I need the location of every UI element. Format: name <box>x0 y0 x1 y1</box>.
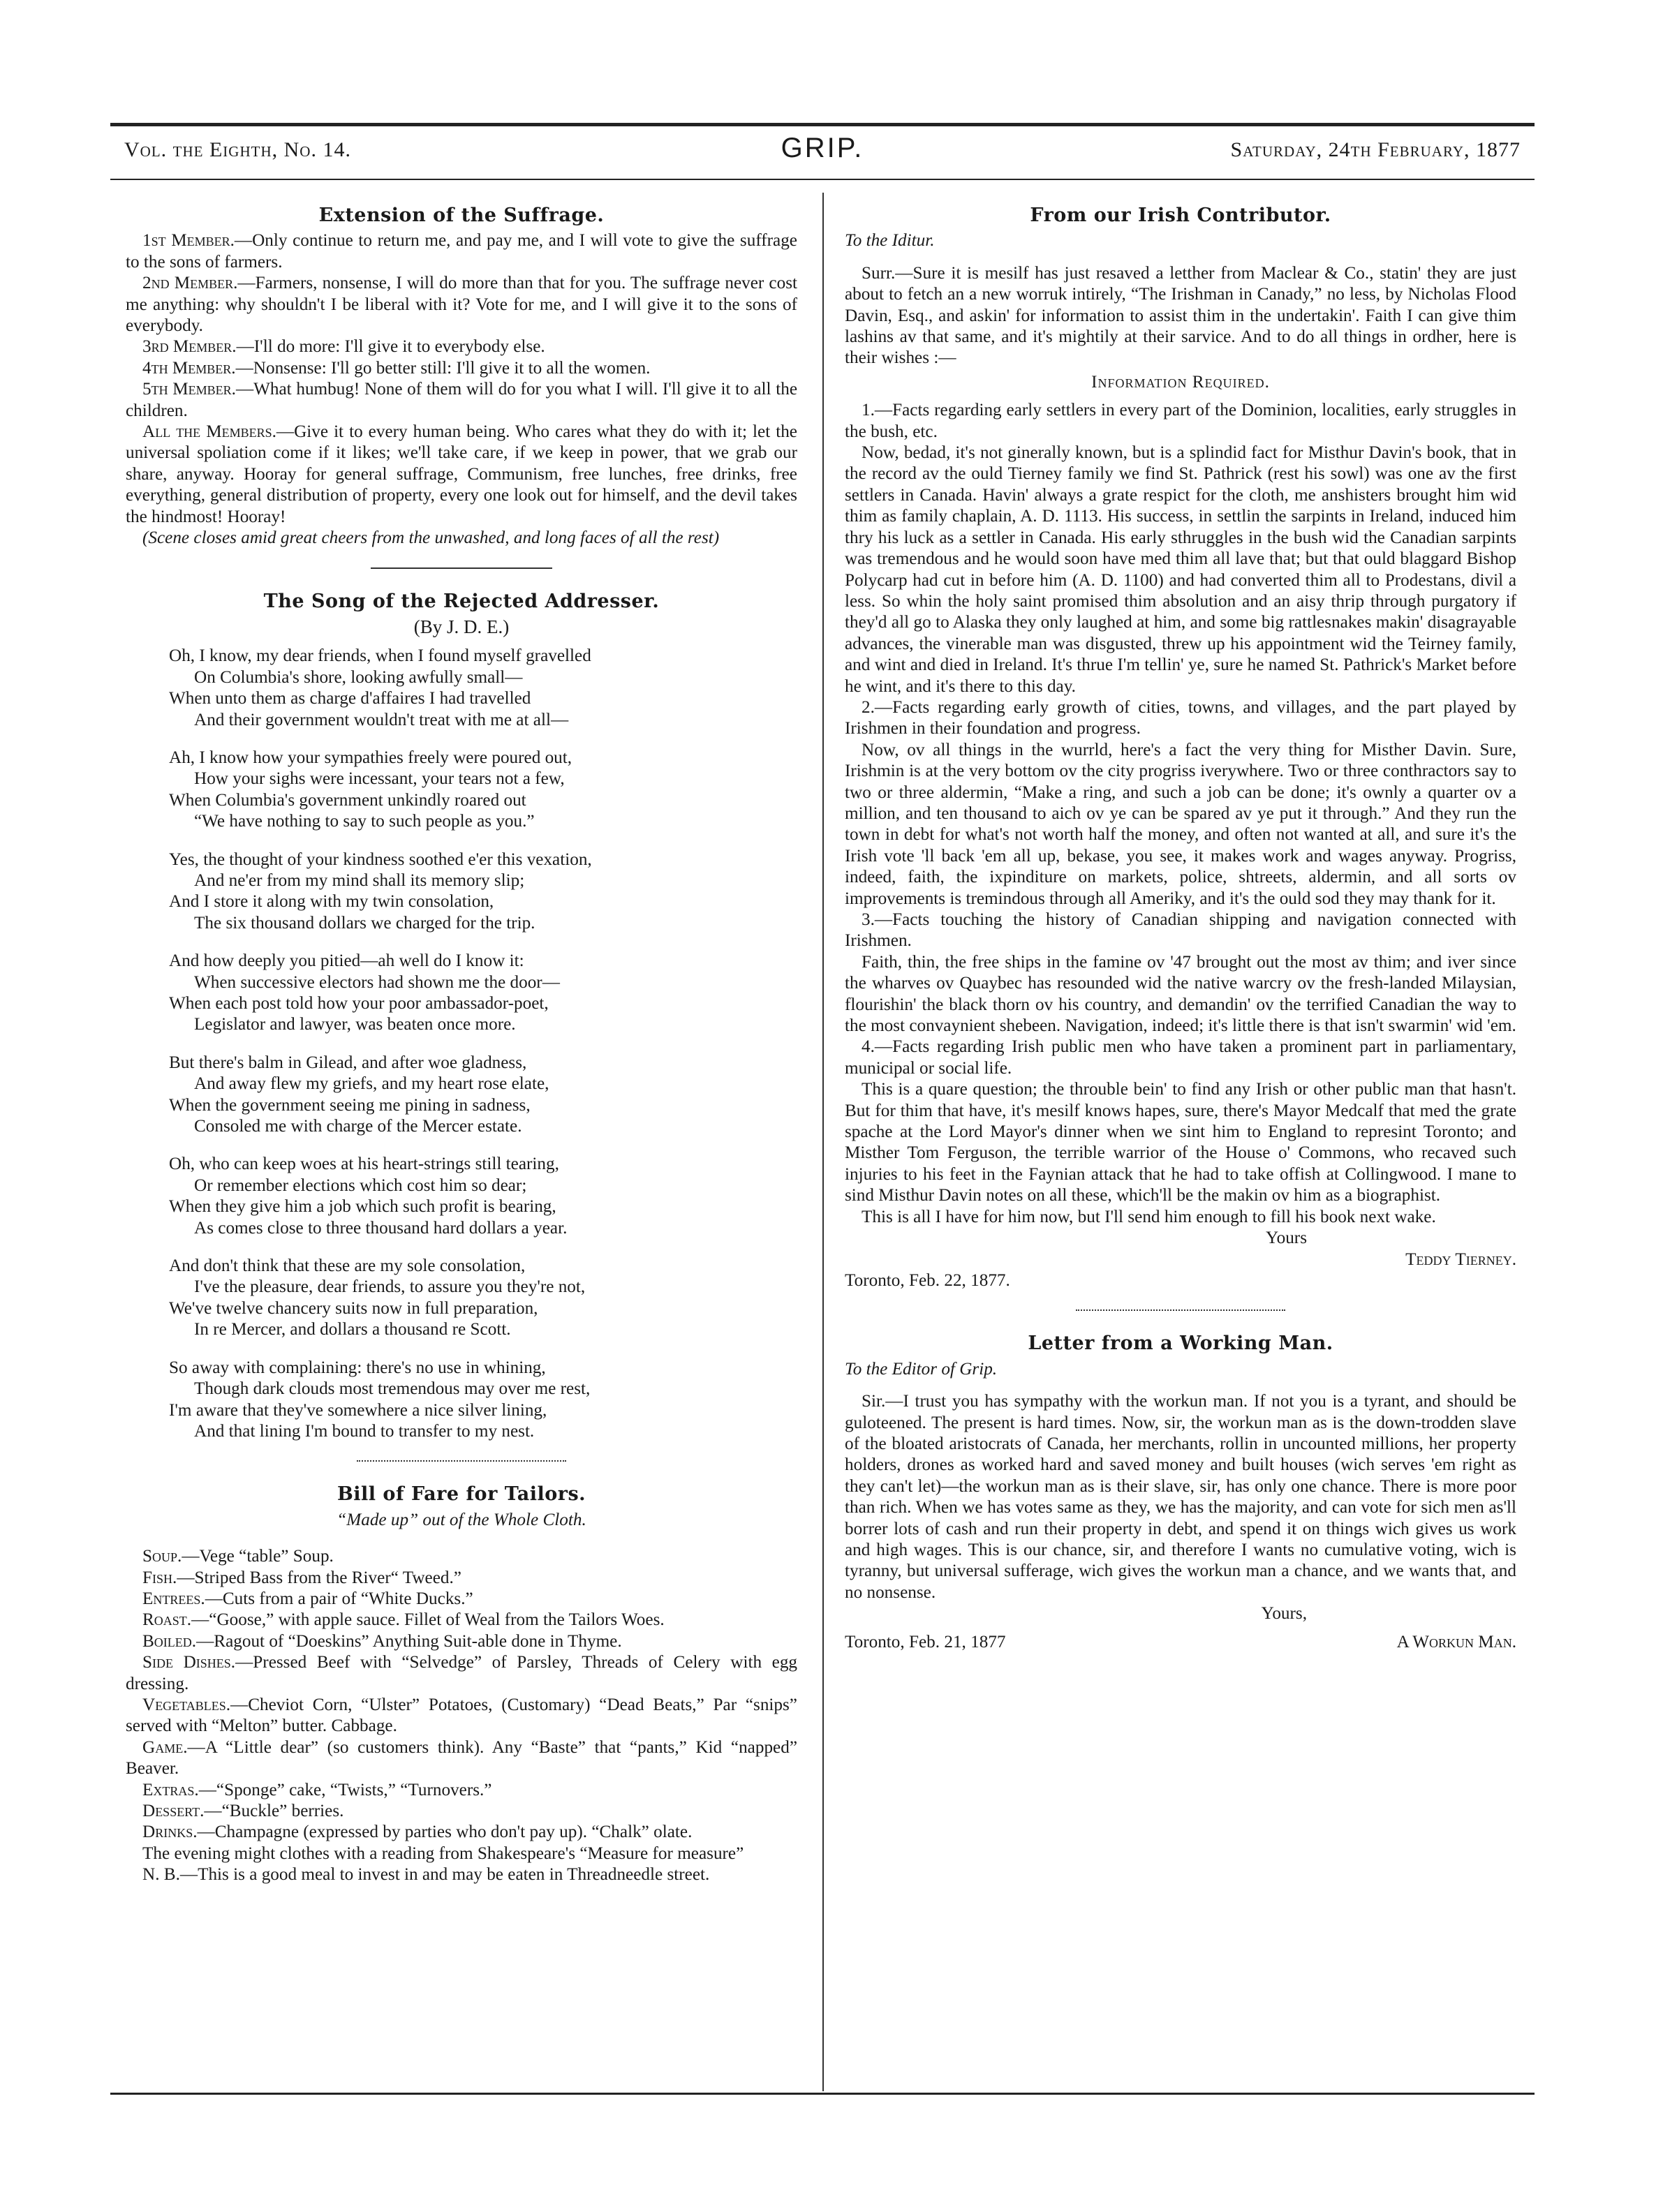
verse-line: Legislator and lawyer, was beaten once more. <box>194 1015 516 1034</box>
letter-paragraph: This is a quare question; the throuble bein' to find any Irish or other public man that hasn't. But for thim that have, it's mesilf knows hapes, sure, there's Mayor Medcalf that med the grate spache at the Lord Mayor's dinner when we sint him to England to represint Toronto; and Misther Tom Ferguson, the terrible warrior of the House o' Commons, who recaved such injuries to his feet in the Faynian attack that he had to take offish at Collingwood. I mane to sind Misthur Davin notes on all these, which'll be the makin ov him as a biographist. <box>845 1080 1516 1205</box>
article-title: Bill of Fare for Tailors. <box>337 1483 586 1506</box>
signature-block <box>845 1228 1516 1270</box>
article-irish-contributor <box>845 205 1516 1291</box>
closing: Yours <box>1265 1229 1307 1248</box>
verse-line: When successive electors had shown me the door— <box>194 972 560 992</box>
menu-item <box>126 1568 797 1589</box>
verse-line: When the government seeing me pining in sadness, <box>169 1095 531 1115</box>
menu-item <box>126 1737 797 1780</box>
verse-line: The six thousand dollars we charged for the trip. <box>194 913 535 933</box>
menu-course: Game. <box>142 1737 188 1757</box>
menu-dish: —A “Little dear” (so customers think). Any “Baste” that “pants,” Kid “napped” Beaver. <box>126 1737 797 1779</box>
verse-line: When unto them as charge d'affaires I had travelled <box>169 689 531 708</box>
masthead <box>110 131 1535 173</box>
menu-item <box>126 1801 797 1822</box>
menu-dish: —Cuts from a pair of “White Ducks.” <box>205 1589 473 1608</box>
stanza <box>126 849 797 935</box>
stanza <box>126 951 797 1036</box>
speech: —What humbug! None of them will do for you what I will. I'll give it to all the children. <box>126 380 797 420</box>
section-divider <box>371 567 552 569</box>
signoff-row <box>845 1632 1516 1653</box>
letter-paragraph: 1.—Facts regarding early settlers in every part of the Dominion, localities, early struggles in the bush, etc. <box>845 401 1516 441</box>
signature: A Workun Man. <box>1396 1632 1516 1651</box>
letter-paragraph: Now, bedad, it's not ginerally known, but is a splindid fact for Misthur Davin's book, that in the record av the ould Tierney family we find St. Pathrick (rest his sowl) was one av the first settlers in Canada. Havin' always a grate respict for the cloth, me anshisters brought him wid thim as family chaplain, A. D. 1113. His success, in settlin the sarpints in Ireland, induced him thry his luck as a settler in Canada. His early sthruggles in the bush wid the Canadian sarpints was tremendous and he would soon have med thim all lave that; but that ould blaggard Bishop Polycarp had cut in before him (A. D. 1100) and had converted thim all to Prodestans, divil a less. So whin the holy saint promised thim absolution and an aisy thrip through purgatory if they'd all go to Alaska they only laughed at him, and some big rattlesnakes makin' disagrayable advances, the vinerable man was disgusted, threw up his appointment wid the Teirney family, and wint and died in Ireland. It's thrue I'm tellin' ye, sure he named St. Pathrick's Market before he wint, and it's there to this day. <box>845 443 1516 696</box>
verse-line: In re Mercer, and dollars a thousand re Scott. <box>194 1320 511 1339</box>
menu-course: Soup. <box>142 1547 182 1566</box>
place-date: Toronto, Feb. 22, 1877. <box>845 1270 1010 1290</box>
menu-list <box>126 1546 797 1843</box>
poem <box>126 646 797 1442</box>
menu-dish: —“Buckle” berries. <box>204 1802 344 1820</box>
menu-course: Fish. <box>142 1568 177 1587</box>
letter-paragraph: Faith, thin, the free ships in the famine ov '47 brought out the most av thim; and iver since the wharves ov Quaybec has resounded wid the native warcry ov the fresh-landed Milaysian, flourishin' the black thorn ov his country, and demandin' ov the terrified Canadian the way to the most convaynient shebeen. Navigation, indeed; it's little there is that isn't swarmin' wid 'em. <box>845 952 1516 1036</box>
place-date: Toronto, Feb. 21, 1877 <box>845 1632 1006 1651</box>
salutation: To the Iditur. <box>845 231 935 251</box>
verse-line: “We have nothing to say to such people as you.” <box>194 812 535 831</box>
verse-line: Oh, I know, my dear friends, when I found myself gravelled <box>169 646 591 666</box>
section-heading: Information Required. <box>1091 372 1270 392</box>
speaker: 4th Member. <box>142 358 236 378</box>
closing: Yours, <box>1261 1604 1307 1624</box>
menu-course: Drinks. <box>142 1823 198 1842</box>
stage-direction: (Scene closes amid great cheers from the unwashed, and long faces of all the rest) <box>142 528 720 548</box>
verse-line: As comes close to three thousand hard dollars a year. <box>194 1218 568 1238</box>
verse-line: Ah, I know how your sympathies freely were poured out, <box>169 748 572 767</box>
speech: —Give it to every human being. Who cares what they do with it; let the universal spoliation come if it likes; we'll take care, if we keep in power, that we grab our share, anyway. Hooray for general suffrage, Communism, free lunches, free drinks, free everything, general distribution of property, every one look out for himself, and the devil takes the hindmost! Hooray! <box>126 422 797 526</box>
menu-item <box>126 1652 797 1695</box>
letter-body <box>845 400 1516 1228</box>
menu-course: Boiled. <box>142 1631 197 1651</box>
article-song <box>126 591 797 1443</box>
menu-evening: The evening might clothes with a reading from Shakespeare's “Measure for measure” <box>142 1843 744 1863</box>
verse-line: Oh, who can keep woes at his heart-strings still tearing, <box>169 1155 559 1174</box>
verse-line: I've the pleasure, dear friends, to assure you they're not, <box>194 1277 586 1297</box>
salutation: To the Editor of Grip. <box>845 1359 998 1379</box>
verse-line: We've twelve chancery suits now in full preparation, <box>169 1298 538 1318</box>
letter-paragraph: This is all I have for him now, but I'll send him enough to fill his book next wake. <box>862 1207 1436 1226</box>
dialogue-line <box>126 422 797 528</box>
verse-line: And ne'er from my mind shall its memory slip; <box>194 870 525 890</box>
dialogue-line <box>126 336 797 357</box>
menu-dish: —“Goose,” with apple sauce. Fillet of Weal from the Tailors Woes. <box>191 1610 665 1630</box>
menu-item <box>126 1695 797 1737</box>
menu-course: Extras. <box>142 1780 199 1799</box>
dialogue <box>126 230 797 528</box>
closing-block <box>845 1603 1516 1624</box>
section-divider <box>357 1460 566 1462</box>
verse-line: Or remember elections which cost him so dear; <box>194 1175 527 1195</box>
speaker: 5th Member. <box>142 380 236 399</box>
speech: —I'll do more: I'll give it to everybody else. <box>236 337 545 357</box>
verse-line: And how deeply you pitied—ah well do I know it: <box>169 951 524 971</box>
speech: —Nonsense: I'll go better still: I'll give it to all the women. <box>235 358 651 378</box>
verse-line: Though dark clouds most tremendous may over me rest, <box>194 1379 591 1399</box>
letter-paragraph: 4.—Facts regarding Irish public men who have taken a prominent part in parliamentary, municipal or social life. <box>845 1037 1516 1078</box>
stanza <box>126 1358 797 1443</box>
verse-line: And don't think that these are my sole consolation, <box>169 1256 526 1276</box>
menu-note: N. B.—This is a good meal to invest in and may be eaten in Threadneedle street. <box>142 1865 710 1885</box>
article-suffrage <box>126 205 797 549</box>
menu-course: Vegetables. <box>142 1695 231 1714</box>
stanza <box>126 748 797 833</box>
verse-line: I'm aware that they've somewhere a nice silver lining, <box>169 1400 547 1420</box>
menu-dish: —Pressed Beef with “Selvedge” of Parsley, Threads of Celery with egg dressing. <box>126 1653 798 1693</box>
verse-line: When they give him a job which such profit is bearing, <box>169 1197 556 1217</box>
verse-line: How your sighs were incessant, your tears not a few, <box>194 769 565 789</box>
top-rule <box>110 123 1535 126</box>
article-bill-of-fare <box>126 1484 797 1885</box>
left-column <box>126 205 797 1886</box>
menu-item <box>126 1822 797 1843</box>
verse-line: And that lining I'm bound to transfer to my nest. <box>194 1421 535 1441</box>
stanza <box>126 1256 797 1341</box>
article-working-man <box>845 1333 1516 1653</box>
publication-title: GRIP. <box>781 133 864 163</box>
article-title: Extension of the Suffrage. <box>318 205 605 226</box>
article-title: The Song of the Rejected Addresser. <box>263 590 660 612</box>
verse-line: When Columbia's government unkindly roared out <box>169 790 526 810</box>
right-column <box>845 205 1516 1653</box>
stanza <box>126 1154 797 1239</box>
volume-number: Vol. the Eighth, No. 14. <box>124 138 351 161</box>
dialogue-line <box>126 358 797 379</box>
verse-line: So away with complaining: there's no use in whining, <box>169 1358 546 1377</box>
newspaper-page <box>110 123 1535 2098</box>
signature: Teddy Tierney. <box>1405 1249 1516 1269</box>
speech: —Farmers, nonsense, I will do more than that for you. The suffrage never cost me anything: why shouldn't I be liberal with it? Vote for me, and I will give it to the sons of everybody. <box>126 274 798 336</box>
menu-item <box>126 1780 797 1801</box>
verse-line: And I store it along with my twin consolation, <box>169 892 494 912</box>
verse-line: And their government wouldn't treat with me at all— <box>194 710 569 729</box>
menu-course: Dessert. <box>142 1802 205 1820</box>
letter-paragraph: 2.—Facts regarding early growth of cities, towns, and villages, and the part played by Irishmen in their foundation and progress. <box>845 697 1516 738</box>
menu-item <box>126 1546 797 1567</box>
dialogue-line <box>126 379 797 422</box>
stanza <box>126 646 797 731</box>
header-rule <box>110 179 1535 180</box>
menu-course: Entrees. <box>142 1589 205 1608</box>
menu-dish: —“Sponge” cake, “Twists,” “Turnovers.” <box>198 1780 492 1799</box>
menu-item <box>126 1610 797 1631</box>
article-title: Letter from a Working Man. <box>1028 1333 1333 1355</box>
menu-dish: —Vege “table” Soup. <box>182 1547 334 1566</box>
letter-paragraph: 3.—Facts touching the history of Canadian shipping and navigation connected with Irishmen. <box>845 910 1516 951</box>
issue-date: Saturday, 24th February, 1877 <box>1230 138 1521 161</box>
letter-intro: Surr.—Sure it is mesilf has just resaved a letther from Maclear & Co., statin' they are just about to fetch an a new worruk intirely, “The Irishman in Canady,” no less, by Nicholas Flood Davin, Esq., and askin' for information to assist thim in the undertakin'. Faith I can give thim lashins av that same, and it's mightily at their sarvice. And to do all things in ordher, here is their wishes :— <box>845 263 1516 368</box>
verse-line: But there's balm in Gilead, and after woe gladness, <box>169 1053 527 1072</box>
speech: —Only continue to return me, and pay me, and I will vote to give the suffrage to the sons of farmers. <box>126 231 797 272</box>
speaker: 1st Member. <box>142 231 235 251</box>
menu-item <box>126 1631 797 1652</box>
article-title: From our Irish Contributor. <box>1030 205 1331 226</box>
verse-line: Consoled me with charge of the Mercer estate. <box>194 1117 522 1136</box>
letter-body: Sir.—I trust you has sympathy with the workun man. If not you is a tyrant, and should be guloteened. The present is hard times. Now, sir, the workun man as is the down-trodden slave of the bloated aristocrats of Canada, her merchants, rollin in uncounted millions, her property holders, drones as worked hard and saved money and built houses (wich serves 'em right as they can't let)—the workun man as is their slave, sir, has only one chance. There is more poor than rich. When we has votes same as they, we has the majority, and can vote for sich men as'll borrer lots of cash and run their property in debt, and spend it on things wich gives us work and high wages. This is our chance, sir, and therefore I wants no cumulative voting, wich is tyranny, but universal sufferage, wich gives the workun man a chance, and we wants that, and no nonsense. <box>845 1392 1516 1602</box>
verse-line: On Columbia's shore, looking awfully small— <box>194 667 523 687</box>
menu-dish: —Champagne (expressed by parties who don't pay up). “Chalk” olate. <box>197 1823 693 1842</box>
byline: (By J. D. E.) <box>413 616 510 637</box>
bottom-rule <box>110 2093 1535 2095</box>
menu-dish: —Striped Bass from the River“ Tweed.” <box>177 1568 461 1587</box>
menu-dish: —Cheviot Corn, “Ulster” Potatoes, (Customary) “Dead Beats,” Par “snips” served with “Melton” butter. Cabbage. <box>126 1695 797 1736</box>
speaker: 3rd Member. <box>142 337 237 357</box>
stanza <box>126 1053 797 1138</box>
verse-line: And away flew my griefs, and my heart rose elate, <box>194 1074 549 1094</box>
menu-course: Roast. <box>142 1610 192 1630</box>
letter-paragraph: Now, ov all things in the wurrld, here's a fact the very thing for Misther Davin. Sure, Irishmin is at the very bottom ov the city progriss iverywhere. Two or three conthractors say to two or three aldermin, “Make a ring, and such a job can be done; it's ownly a quarter ov a million, and ten thousand to aich ov ye can be spared av ye put it through.” And they run the town in debt for what's not worth half the money, and often not wanted at all, and sure it's the Irish vote 'll back 'em all up, bekase, you see, it makes work and wages anyway. Progriss, indeed, faith, the ixpinditure on markets, police, shtreets, aldermin, and all sorts ov improvements is tremindous through all Ameriky, and it's the ould sod they may thank for it. <box>845 740 1516 908</box>
menu-course: Side Dishes. <box>142 1653 236 1672</box>
menu-dish: —Ragout of “Doeskins” Anything Suit-able done in Thyme. <box>196 1631 622 1651</box>
dialogue-line <box>126 230 797 273</box>
dialogue-line <box>126 273 797 336</box>
column-rule <box>822 193 824 2091</box>
article-subtitle: “Made up” out of the Whole Cloth. <box>337 1510 586 1529</box>
verse-line: When each post told how your poor ambassador-poet, <box>169 994 549 1013</box>
speaker: 2nd Member. <box>142 274 238 293</box>
speaker: All the Members. <box>142 422 276 442</box>
menu-item <box>126 1589 797 1610</box>
verse-line: Yes, the thought of your kindness soothed e'er this vexation, <box>169 849 592 869</box>
section-divider <box>1076 1309 1285 1311</box>
